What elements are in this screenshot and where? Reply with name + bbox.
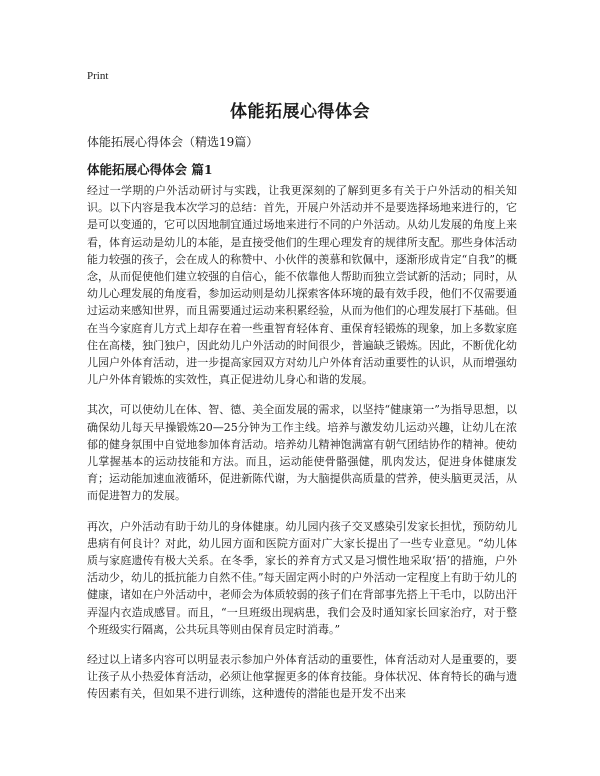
paragraph-1: 经过一学期的户外活动研讨与实践，让我更深刻的了解到更多有关于户外活动的相关知识。以下内容是我本次学习的总结：首先，开展户外活动并不是要选择场地来进行的，它是可以变通的，它可以因地制宜通过场地来进行不同的户外活动。从幼儿发展的角度上来看，体育运动是幼儿的本能，是直接受他们的生理心理发育的规律所支配。那些身体活动能力较强的孩子，会在成人的称赞中、小伙伴的羡慕和钦佩中，逐渐形成肯定“自我”的概念，从而促使他们建立较强的自信心，能不依靠他人帮助而独立尝试新的活动；同时，从幼儿心理发展的角度看，参加运动则是幼儿探索客体环境的最有效手段，他们不仅需要通过运动来感知世界，而且需要通过运动来积累经验，从而为他们的心理发展打下基础。但在当今家庭育儿方式上却存在着一些重智育轻体育、重保育轻锻炼的现象，加上多数家庭住在高楼，独门独户，因此幼儿户外活动的时间很少，普遍缺乏锻炼。因此，不断优化幼儿园户外体育活动，进一步提高家园双方对幼儿户外体育活动重要性的认识，从而增强幼儿户外体育锻炼的实效性，真正促进幼儿身心和谐的发展。	[87, 184, 517, 387]
document-body	[87, 182, 517, 716]
paragraph-2: 其次，可以使幼儿在体、智、德、美全面发展的需求，以坚持“健康第一”为指导思想，以确保幼儿每天早操锻炼20—25分钟为工作主线。培养与激发幼儿运动兴趣，让幼儿在浓郁的健身氛围中自觉地参加体育活动。培养幼儿精神饱满富有朝气团结协作的精神。使幼儿掌握基本的运动技能和方法。而且，运动能使骨骼强健，肌肉发达，促进身体健康发育；运动能加速血液循环，促进新陈代谢，为大脑提供高质量的营养，使头脑更灵活，从而促进智力的发展。	[87, 403, 517, 503]
paragraph-3: 再次，户外活动有助于幼儿的身体健康。幼儿园内孩子交叉感染引发家长担忧，预防幼儿患病有何良计？对此，幼儿园方面和医院方面对广大家长提出了一些专业意见。“幼儿体质与家庭遗传有极大关系。在冬季，家长的养育方式又是习惯性地采取‘捂’的措施，户外活动少，幼儿的抵抗能力自然不佳。”每天固定两小时的户外活动一定程度上有助于幼儿的健康，诸如在户外活动中，老师会为体质较弱的孩子们在背部事先搭上干毛巾，以防出汗弄湿内衣造成感冒。而且，“一旦班级出现病患，我们会及时通知家长回家治疗，对于整个班级实行隔离，公共玩具等则由保育员定时消毒。”	[87, 519, 517, 636]
paragraph-4: 经过以上诸多内容可以明显表示参加户外体育活动的重要性，体育活动对人是重要的，要让孩子从小热爱体育活动，必须让他掌握更多的体育技能。身体状况、体育特长的确与遗传因素有关，但如果不进行训练，这种遗传的潜能也是开发不出来	[87, 653, 517, 701]
document-title: 体能拓展心得体会	[230, 102, 370, 122]
print-label: Print	[87, 70, 109, 82]
document-subtitle: 体能拓展心得体会（精选19篇）	[87, 135, 259, 149]
section-heading: 体能拓展心得体会 篇1	[87, 162, 213, 177]
